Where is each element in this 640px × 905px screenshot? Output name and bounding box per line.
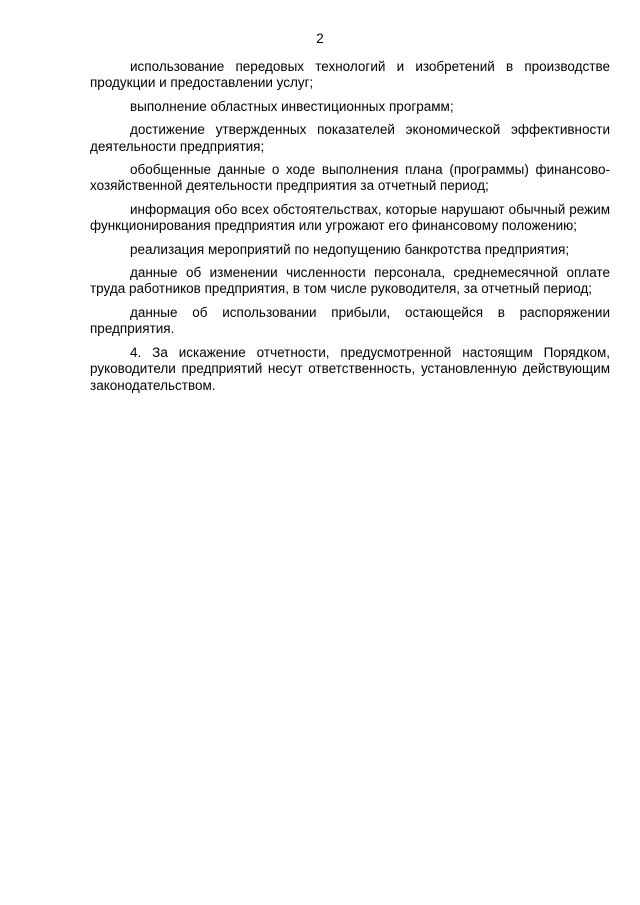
list-item-efficiency-indicators: достижение утвержденных показателей экономической эффективности деятельности предприятия; [90,122,610,154]
section-4-liability: 4. За искажение отчетности, предусмотренной настоящим Порядком, руководители предприятий несут ответственность, установленную действующим законодательством. [90,344,610,393]
list-item-personnel-data: данные об изменении численности персонала, среднемесячной оплате труда работников предприятия, в том числе руководителя, за отчетный период; [90,265,610,297]
list-item-investment-programs: выполнение областных инвестиционных программ; [130,98,454,114]
document-body [90,59,610,401]
list-item-profit-usage: данные об использовании прибыли, остающейся в распоряжении предприятия. [90,304,610,337]
list-item-advanced-technologies: использование передовых технологий и изобретений в производстве продукции и предоставлении услуг; [90,59,610,91]
list-item-circumstances: информация обо всех обстоятельствах, которые нарушают обычный режим функционирования предприятия или угрожают его финансовому положению; [90,201,610,234]
list-item-plan-execution: обобщенные данные о ходе выполнения плана (программы) финансово-хозяйственной деятельности предприятия за отчетный период; [90,162,610,194]
page-number: 2 [316,31,324,46]
list-item-bankruptcy-prevention: реализация мероприятий по недопущению банкротства предприятия; [130,241,570,257]
